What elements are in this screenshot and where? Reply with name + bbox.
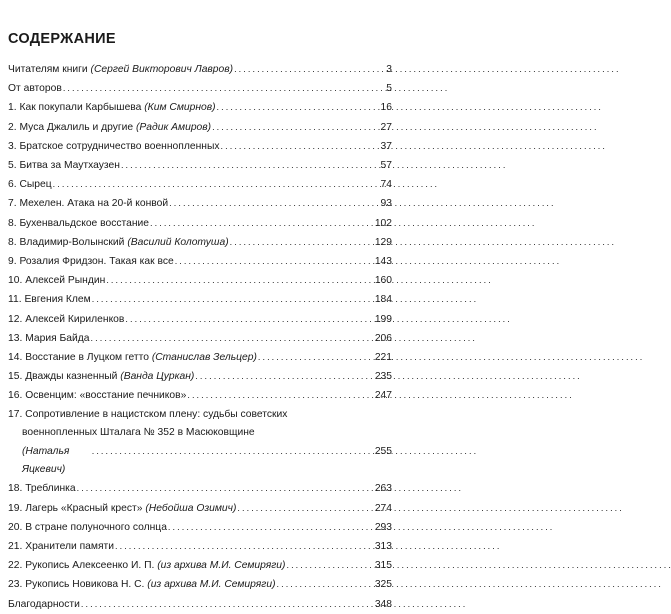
- toc-entry: [8, 98, 392, 117]
- toc-entry-number: 22.: [8, 560, 23, 572]
- toc-entry-author: (из архива М.И. Семиряги): [147, 579, 276, 591]
- toc-list: [8, 479, 392, 613]
- toc-entry-page: 184: [374, 294, 392, 306]
- dot-leader: [277, 575, 374, 594]
- toc-entry-page: 27: [380, 121, 392, 133]
- dot-leader: [175, 252, 374, 271]
- toc-entry: [8, 79, 392, 98]
- toc-entry-number: 9.: [8, 256, 17, 268]
- toc-entry-page: 57: [380, 160, 392, 172]
- toc-entry-title: [8, 480, 76, 498]
- toc-entry-page: 3: [386, 64, 392, 75]
- toc-entry-page: 93: [380, 198, 392, 210]
- toc-entry-title: [8, 99, 216, 117]
- toc-entry-title-text: Рукопись Новикова Н. С.: [25, 579, 148, 591]
- toc-entry-page: 129: [374, 236, 392, 248]
- toc-entry-title: [8, 215, 149, 233]
- dot-leader: [258, 348, 374, 367]
- toc-entry-author: (Станислав Зельцер): [151, 352, 257, 364]
- dot-leader: [92, 442, 374, 461]
- toc-entry-number: 2.: [8, 121, 17, 133]
- toc-entry-title: [8, 500, 236, 518]
- toc-entry-title-text: Восстание в Луцком гетто: [25, 352, 152, 364]
- toc-entry-number: 10.: [8, 275, 23, 287]
- dot-leader: [169, 194, 379, 213]
- toc-entry-page: 5: [386, 83, 392, 95]
- dot-leader: [286, 556, 373, 575]
- toc-entry-author: (Радик Амиров): [136, 121, 212, 133]
- toc-entry-title: [8, 61, 233, 79]
- toc-entry-number: 11.: [8, 294, 22, 306]
- toc-entry: [8, 575, 392, 594]
- toc-entry-title-text: Мехелен. Атака на 20-й конвой: [19, 198, 169, 210]
- toc-entry-title: [8, 253, 174, 271]
- toc-entry: [8, 518, 392, 537]
- toc-entry-page: 348: [374, 598, 392, 610]
- toc-entry-title: [8, 519, 167, 537]
- toc-entry-title-text: Как покупали Карбышева: [19, 102, 145, 114]
- toc-entry-number: 8.: [8, 236, 17, 248]
- toc-entry: [8, 233, 392, 252]
- toc-entry-title: [8, 80, 62, 98]
- toc-entry: [8, 214, 392, 233]
- toc-entry-title-text: Хранители памяти: [25, 541, 114, 553]
- toc-entry-page: 143: [374, 256, 392, 268]
- toc-entry-number: 1.: [8, 102, 17, 114]
- toc-entry-number: 15.: [8, 371, 23, 383]
- toc-entry: [8, 252, 392, 271]
- toc-entry-title-text: Алексей Кириленков: [25, 313, 125, 325]
- toc-entry-title-text: Братское сотрудничество военнопленных: [19, 140, 220, 152]
- dot-leader: [150, 214, 374, 233]
- toc-entry-title: [8, 596, 80, 614]
- toc-entry-number: 20.: [8, 521, 23, 533]
- dot-leader: [125, 310, 373, 329]
- toc-entry: [8, 271, 392, 290]
- toc-entry-title: [8, 349, 257, 367]
- toc-entry: [8, 175, 392, 194]
- toc-entry-title: [8, 138, 220, 156]
- toc-list: [8, 60, 392, 406]
- dot-leader: [81, 595, 374, 614]
- toc-entry: [8, 499, 392, 518]
- dot-leader: [91, 329, 374, 348]
- toc-entry: [8, 367, 392, 386]
- toc-entry-title: [8, 311, 124, 329]
- toc-entry-title: [8, 576, 276, 594]
- toc-entry-number: 21.: [8, 541, 23, 553]
- toc-entry-17: [8, 406, 392, 480]
- dot-leader: [53, 175, 380, 194]
- toc-entry: [8, 556, 392, 575]
- dot-leader: [221, 137, 380, 156]
- toc-entry-number: 13.: [8, 332, 23, 344]
- toc-entry-page: 206: [374, 332, 392, 344]
- toc-entry-number: 14.: [8, 352, 23, 364]
- dot-leader: [237, 499, 373, 518]
- toc-entry-number: 3.: [8, 140, 17, 152]
- toc-entry-title-text: Читателям книги: [8, 64, 91, 75]
- toc-entry-title-text: Сырец: [19, 179, 52, 191]
- toc-entry-page: 74: [380, 179, 392, 191]
- toc-entry-page: 247: [374, 390, 392, 402]
- toc-entry-number: 18.: [8, 483, 23, 495]
- dot-leader: [230, 233, 374, 252]
- dot-leader: [195, 367, 374, 386]
- toc-entry-page: 325: [374, 579, 392, 591]
- toc-entry-author: (Василий Колотуша): [127, 236, 229, 248]
- toc-entry-title: [8, 557, 285, 575]
- toc-entry: [8, 156, 392, 175]
- toc-entry-author: (Ванда Цуркан): [120, 371, 195, 383]
- toc-entry: [8, 479, 392, 498]
- toc-entry-title-text: Мария Байда: [25, 332, 90, 344]
- toc-entry-title-text: Алексей Рындин: [25, 275, 106, 287]
- toc-entry-number: 12.: [8, 313, 23, 325]
- toc-entry-page: 221: [374, 352, 392, 364]
- dot-leader: [168, 518, 374, 537]
- toc-page: [8, 30, 392, 614]
- toc-entry-title: [8, 195, 168, 213]
- toc-entry-line: [8, 442, 392, 479]
- toc-entry: [8, 348, 392, 367]
- toc-entry: [8, 329, 392, 348]
- toc-entry-title-text: Муса Джалиль и другие: [19, 121, 136, 133]
- dot-leader: [92, 290, 374, 309]
- dot-leader: [212, 118, 379, 137]
- toc-entry-page: 16: [380, 102, 392, 114]
- toc-entry: [8, 310, 392, 329]
- toc-entry-title-text: Евгения Клем: [24, 294, 91, 306]
- toc-entry-author: (Небойша Озимич): [145, 502, 237, 514]
- toc-entry-title: [8, 176, 52, 194]
- toc-entry-title-text: Треблинка: [25, 483, 76, 495]
- dot-leader: [217, 98, 380, 117]
- dot-leader: [77, 479, 374, 498]
- toc-entry-page: 255: [374, 446, 392, 458]
- toc-entry-line: военнопленных Шталага № 352 в Масюковщине: [22, 426, 255, 438]
- toc-entry: [8, 60, 392, 79]
- toc-entry-title: [8, 119, 211, 137]
- toc-entry: [8, 137, 392, 156]
- toc-entry-number: 23.: [8, 579, 23, 591]
- toc-entry-page: 199: [374, 313, 392, 325]
- toc-entry: [8, 595, 392, 614]
- toc-entry-number: 7.: [8, 198, 17, 210]
- toc-entry-title: [8, 368, 194, 386]
- toc-entry-page: 263: [374, 483, 392, 495]
- toc-entry-title-text: Лагерь «Красный крест»: [25, 502, 146, 514]
- toc-entry: [8, 386, 392, 405]
- toc-entry-title: [8, 157, 120, 175]
- toc-entry-number: 5.: [8, 160, 17, 172]
- toc-entry-page: 274: [374, 502, 392, 514]
- toc-entry: [8, 194, 392, 213]
- toc-entry-author: (Сергей Викторович Лавров): [90, 64, 234, 75]
- toc-entry-number: 8.: [8, 217, 17, 229]
- toc-entry-number: 16.: [8, 390, 23, 402]
- toc-entry-line: 17. Сопротивление в нацистском плену: судьбы советских: [8, 408, 288, 420]
- toc-entry-page: 313: [374, 541, 392, 553]
- toc-entry: [8, 537, 392, 556]
- toc-entry-page: 235: [374, 371, 392, 383]
- toc-entry: [8, 290, 392, 309]
- toc-entry-title-text: Бухенвальдское восстание: [19, 217, 150, 229]
- toc-entry-title: [8, 234, 229, 252]
- dot-leader: [115, 537, 374, 556]
- toc-entry-page: 315: [374, 560, 392, 572]
- dot-leader: [63, 79, 385, 98]
- toc-entry-number: 6.: [8, 179, 17, 191]
- toc-entry-title-text: Розалия Фридзон. Такая как все: [19, 256, 174, 268]
- toc-entry-title-text: В стране полуночного солнца: [25, 521, 167, 533]
- toc-entry-title: [8, 291, 91, 309]
- toc-entry-author: (Ким Смирнов): [144, 102, 216, 114]
- toc-entry-page: 37: [380, 140, 392, 152]
- dot-leader: [106, 271, 373, 290]
- toc-entry-title: [8, 272, 105, 290]
- toc-entry-title-text: Дважды казненный: [25, 371, 121, 383]
- toc-entry-title-text: Освенцим: «восстание печников»: [25, 390, 187, 402]
- page-title: СОДЕРЖАНИЕ: [8, 31, 116, 47]
- toc-entry-title-text: Рукопись Алексеенко И. П.: [25, 560, 158, 572]
- toc-entry-page: 293: [374, 521, 392, 533]
- toc-entry-page: 102: [374, 217, 392, 229]
- toc-entry-title: [8, 330, 90, 348]
- toc-entry-title-text: Битва за Маутхаузен: [19, 160, 120, 172]
- toc-entry-author: (из архива М.И. Семиряги): [157, 560, 286, 572]
- toc-entry: [8, 118, 392, 137]
- dot-leader: [234, 60, 385, 79]
- dot-leader: [121, 156, 380, 175]
- toc-entry-title-text: Владимир-Волынский: [19, 236, 128, 248]
- toc-entry-title: [8, 387, 186, 405]
- toc-entry-page: 160: [374, 275, 392, 287]
- toc-entry-title-text: От авторов: [8, 83, 62, 95]
- toc-entry-number: 19.: [8, 502, 23, 514]
- toc-entry-title-text: Благодарности: [8, 598, 80, 610]
- toc-entry-title: [8, 538, 114, 556]
- toc-entry-author: (Наталья Яцкевич): [22, 446, 70, 476]
- dot-leader: [187, 386, 373, 405]
